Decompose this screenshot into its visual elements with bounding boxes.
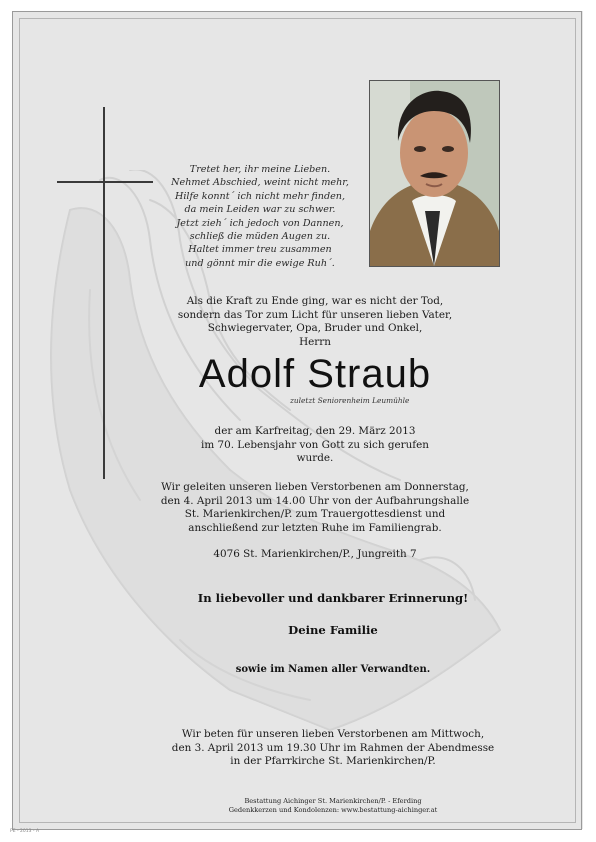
relatives-line: sowie im Namen aller Verwandten.	[235, 664, 431, 675]
remembrance-line: In liebevoller und dankbarer Erinnerung!	[197, 591, 469, 605]
undertaker-info: Bestattung Aichinger St. Marienkirchen/P. - Eferding Gedenkkerzen und Kondolenzen: www.bestattung-aichinger.at	[228, 797, 438, 814]
funeral-notice: Wir geleiten unseren lieben Verstorbenen am Donnerstag, den 4. April 2013 um 14.00 Uhr von der Aufbahrungshalle St. Marienkirchen/P. zum Trauergottesdienst und anschließend zur letzten Ruhe im Familiengrab.	[160, 481, 470, 534]
deceased-name: Adolf Straub	[198, 352, 432, 396]
death-notice: der am Karfreitag, den 29. März 2013 im 70. Lebensjahr von Gott zu sich gerufen wurde.	[201, 425, 429, 464]
memorial-poem: Tretet her, ihr meine Lieben. Nehmet Abschied, weint nicht mehr, Hilfe konnt´ ich nicht mehr finden, da mein Leiden war zu schwer. Jetzt zieh´ ich jedoch von Dannen, schließ die müden Augen zu. Haltet immer treu zusammen und gönnt mir die ewige Ruh´.	[171, 164, 349, 269]
portrait-photo	[369, 80, 500, 267]
family-signature: Deine Familie	[288, 623, 378, 637]
cross-vertical-bar	[103, 107, 105, 479]
family-address: 4076 St. Marienkirchen/P., Jungreith 7	[213, 548, 417, 560]
intro-text: Als die Kraft zu Ende ging, war es nicht der Tod, sondern das Tor zum Licht für unseren lieben Vater, Schwiegervater, Opa, Bruder und Onkel, Herrn	[177, 295, 453, 348]
print-code: PE - 2013 - A	[10, 829, 40, 834]
last-residence: zuletzt Seniorenheim Leumühle	[290, 396, 410, 405]
cross-horizontal-bar	[57, 181, 153, 183]
prayer-notice: Wir beten für unseren lieben Verstorbenen am Mittwoch, den 3. April 2013 um 19.30 Uhr im Rahmen der Abendmesse in der Pfarrkirche St. Marienkirchen/P.	[171, 728, 495, 767]
